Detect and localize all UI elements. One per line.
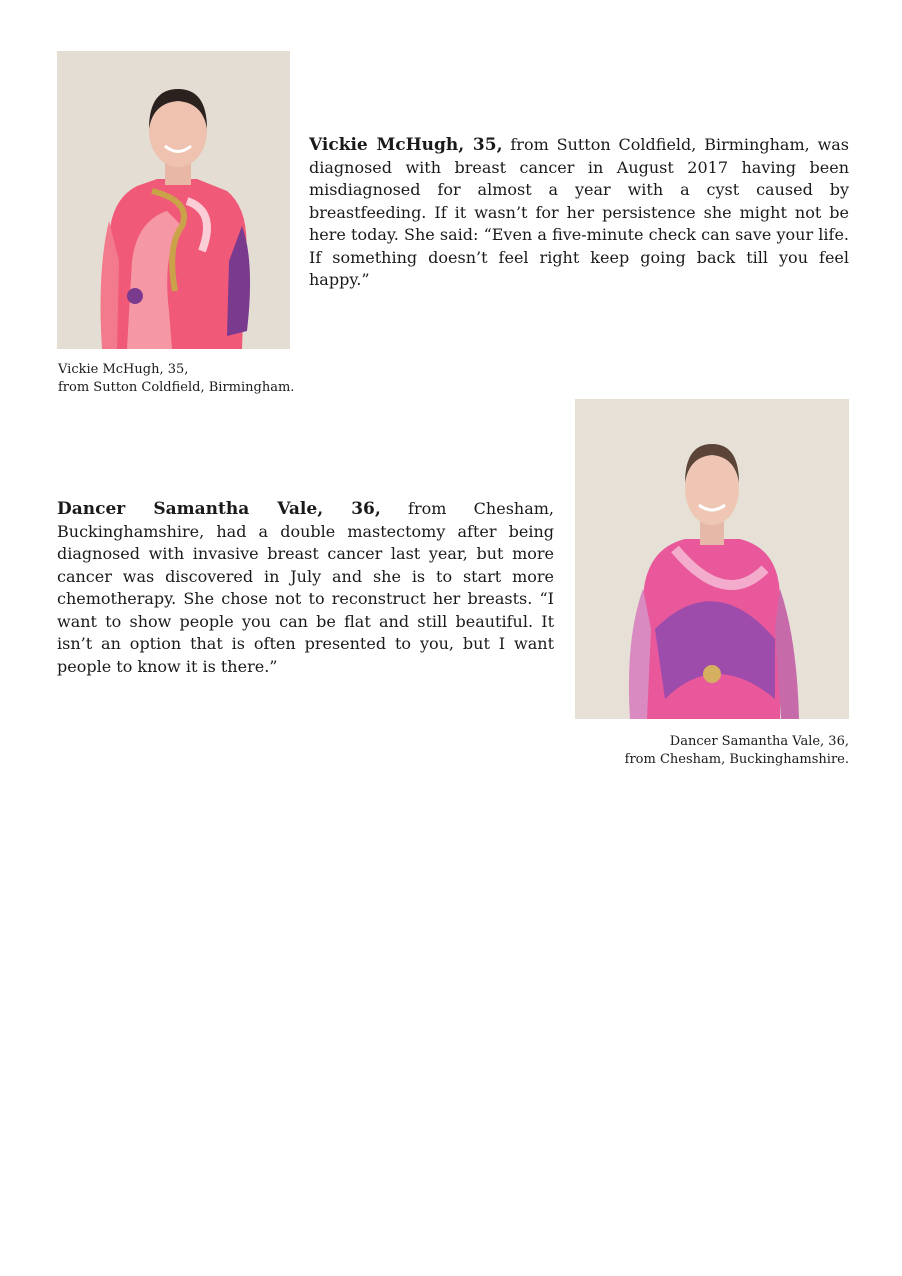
caption-line-1: Dancer Samantha Vale, 36, (669, 734, 849, 749)
profile-text: from Sutton Coldfield, Birmingham, was diagnosed with breast cancer in August 2017 having been misdiagnosed for almost a year with a cyst caused by breastfeeding. If it wasn’t for her persistence she might not be here today. She said: “Even a five-minute check can save your life. If something doesn’t feel right keep going back till you feel happy.” (309, 135, 850, 289)
photo-caption (560, 733, 849, 769)
profile-paragraph (309, 134, 849, 292)
profile-photo-vickie (57, 51, 290, 349)
portrait-illustration (575, 399, 849, 719)
profile-text: from Chesham, Buckinghamshire, had a double mastectomy after being diagnosed with invasive breast cancer last year, but more cancer was discovered in July and she is to start more chemotherapy. She chose not to reconstruct her breasts. “I want to show people you can be flat and still beautiful. It isn’t an option that is often presented to you, but I want people to know it is there.” (57, 499, 555, 676)
profile-name: Vickie McHugh, 35, (309, 135, 503, 155)
portrait-illustration (57, 51, 290, 349)
caption-line-2: from Chesham, Buckinghamshire. (624, 752, 849, 767)
profile-name: Dancer Samantha Vale, 36, (57, 499, 381, 519)
caption-line-2: from Sutton Coldfield, Birmingham. (58, 380, 295, 395)
photo-caption (58, 361, 358, 397)
caption-line-1: Vickie McHugh, 35, (58, 362, 189, 377)
profile-photo-samantha (575, 399, 849, 719)
profile-paragraph (57, 498, 554, 678)
